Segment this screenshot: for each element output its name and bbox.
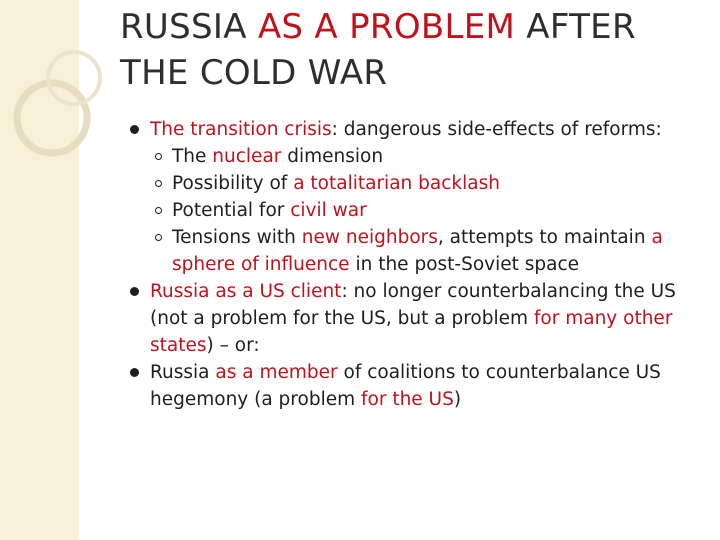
slide-body (130, 116, 705, 413)
bullet-transition-crisis: The transition crisis: dangerous side-effects of reforms: (130, 116, 705, 143)
bullet-us-client: Russia as a US client: no longer counterbalancing the US (not a problem for the US, but a problem for many other states) – or: (130, 278, 705, 359)
bullet-coalition-member: Russia as a member of coalitions to counterbalance US hegemony (a problem for the US) (130, 359, 705, 413)
bullet-icon (130, 287, 139, 296)
subbullet-backlash: Possibility of a totalitarian backlash (130, 170, 705, 197)
sub-bullet-icon (155, 234, 162, 241)
sub-bullet-icon (155, 153, 162, 160)
subbullet-civil-war: Potential for civil war (130, 197, 705, 224)
slide-title: RUSSIA AS A PROBLEM AFTER THE COLD WAR (120, 7, 636, 93)
sub-bullet-icon (155, 207, 162, 214)
sub-bullet-icon (155, 180, 162, 187)
subbullet-nuclear: The nuclear dimension (130, 143, 705, 170)
subbullet-new-neighbors: Tensions with new neighbors, attempts to maintain a sphere of influence in the post-Soviet space (130, 224, 705, 278)
bullet-icon (130, 368, 139, 377)
decorative-rings (0, 0, 130, 230)
bullet-icon (130, 125, 139, 134)
